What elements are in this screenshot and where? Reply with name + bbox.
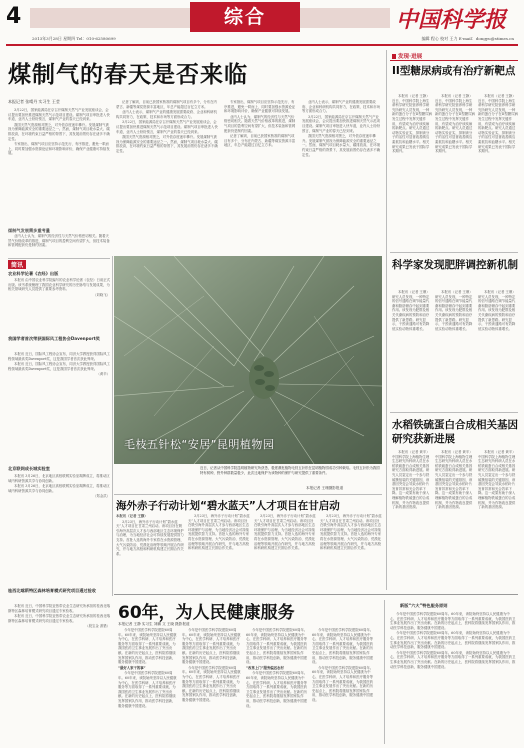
bottom-body-3b: 今年是中国医学科学院建院60周年。60年来，该院始终坚持以人民健康为中心，在医学科研、人才培养和医疗服务等方面取得了一系列重要成就，为我国医药卫生事业发展作出了突出贡献。在新的历史起点上，医科院将继续发挥国家队作用，推动医学科技创新，服务健康中国建设。 <box>246 671 308 708</box>
brief-3-tag: （郑金武） <box>93 494 110 499</box>
right-tag-text: 发现·进展 <box>398 54 423 60</box>
brief-3-title: 北京联网成长城实验室 <box>8 466 50 471</box>
right-story2-body: 本报讯（记者 王珊）研究人员发现，一种特定的信号通路在调节能量代谢和脂肪储存中起到重要作用。该发现为肥胖及相关代谢疾病的预防和治疗提供了新思路。研究显示，干预该通路可有效降低实验动物体重增长。 <box>392 290 430 331</box>
main-para-5: 记者了解到，目前已获国家核准的煤制气项目有多个，分布在内蒙古、新疆等煤炭资源丰富地区，年总产能超过百亿立方米。 <box>116 100 217 109</box>
main-para-1: 3月22日，国家能源局在京召开煤制天然气产业发展座谈会，会议提出要加快推进煤制天然气示范项目建设。煤制气项目审批进入快车道，业内人士纷纷预言，煤制气产业的春天已经到来。 <box>8 108 110 122</box>
bottom-col-4 <box>312 628 374 744</box>
mid-body-3: 3月23日，海外赤子行动计划“碧水蓝天”人才项目在甘肃兰州启动。该项目旨在吸引海外高层次人才参与西部地区生态环境保护与治理，为当地经济社会可持续发展提供智力支持。首批入选的海外专家将在水资源管理、大气污染防治、荒漠化治理等领域开展合作研究，并与地方高校和科研机构建立长期合作关系。 <box>254 514 316 551</box>
mid-body-2: 3月23日，海外赤子行动计划“碧水蓝天”人才项目在甘肃兰州启动。该项目旨在吸引海外高层次人才参与西部地区生态环境保护与治理，为当地经济社会可持续发展提供智力支持。首批入选的海外专家将在水资源管理、大气污染防治、荒漠化治理等领域开展合作研究，并与地方高校和科研机构建立长期合作关系。 <box>188 514 250 551</box>
main-para-2b: 我国天然气资源相对匮乏，对外依存度逐年攀升。发展煤制气被视为保障能源安全的重要途径之一。然而，煤制气项目耗水量大、碳排放高，在环境约束日益严格的背景下，其发展前景仍存在诸多不确定性。 <box>116 135 218 153</box>
main-para-1b: 3月22日，国家能源局在京召开煤制天然气产业发展座谈会，会议提出要加快推进煤制天然气示范项目建设。煤制气项目审批进入快车道，业内人士纷纷预言，煤制气产业的春天已经到来。 <box>116 120 218 134</box>
bottom-sidebar-body: 今年是中国医学科学院建院60周年。60年来，该院始终坚持以人民健康为中心，在医学科研、人才培养和医疗服务等方面取得了一系列重要成就，为我国医药卫生事业发展作出了突出贡献。在新的历史起点上，医科院将继续发挥国家队作用，推动医学科技创新，服务健康中国建设。 <box>390 612 516 630</box>
main-para-3: 专家指出，煤制气项目应坚持示范先行、有序推进，避免一哄而上，同时要加强水资源论证和环境影响评价，确保产业健康可持续发展。 <box>8 142 110 156</box>
main-para-5b: 记者了解到，目前已获国家核准的煤制气项目有多个，分布在内蒙古、新疆等煤炭资源丰富地区，年总产能超过百亿立方米。 <box>224 134 296 148</box>
mid-col-4 <box>320 514 382 592</box>
right-story1-body-c: 本报讯（记者 王静）近日，中国科学院上海生命科学研究院营养科学研究所研究人员发现，一种新的蛋白分子在II型糖尿病发生过程中发挥关键作用，有望成为治疗该疾病的新靶点。研究人员通过动物实验证实，抑制该分子的活性可显著改善胰岛素抵抗和血糖水平。相关研究成果已发表于国际学术期刊。 <box>478 94 518 154</box>
main-para-2c: 我国天然气资源相对匮乏，对外依存度逐年攀升。发展煤制气被视为保障能源安全的重要途径之一。然而，煤制气项目耗水量大、碳排放高，在环境约束日益严格的背景下，其发展前景仍存在诸多不确定性。 <box>302 134 380 157</box>
header-band-right <box>300 8 390 28</box>
right-story3-headline: 水稻铁硫蛋白合成相关基因研究获新进展 <box>392 419 518 445</box>
brief-3-text <box>8 474 110 584</box>
brief-1-text <box>8 278 110 326</box>
header-rule <box>6 44 518 46</box>
brief-4-text <box>8 604 110 742</box>
main-col-1 <box>8 108 110 226</box>
header-band <box>30 8 190 28</box>
right-story1-headline: II型糖尿病或有治疗新靶点 <box>392 65 516 77</box>
bottom-body-4: 今年是中国医学科学院建院60周年。60年来，该院始终坚持以人民健康为中心，在医学科研、人才培养和医疗服务等方面取得了一系列重要成就，为我国医药卫生事业发展作出了突出贡献。在新的历史起点上，医科院将继续发挥国家队作用，推动医学科技创新，服务健康中国建设。 <box>312 628 374 665</box>
bottom-body-2: 今年是中国医学科学院建院60周年。60年来，该院始终坚持以人民健康为中心，在医学科研、人才培养和医疗服务等方面取得了一系列重要成就，为我国医药卫生事业发展作出了突出贡献。在新的历史起点上，医科院将继续发挥国家队作用，推动医学科技创新，服务健康中国建设。 <box>182 628 241 665</box>
bottom-sub-1: “最好人家干的事” <box>118 665 146 670</box>
right-rule-3 <box>390 412 518 413</box>
main-para-2: 我国天然气资源相对匮乏，对外依存度逐年攀升。发展煤制气被视为保障能源安全的重要途径之一。然而，煤制气项目耗水量大、碳排放高，在环境约束日益严格的背景下，其发展前景仍存在诸多不确定性。 <box>8 122 110 141</box>
bottom-headline: 60年，为人民健康服务 <box>118 603 295 623</box>
right-tag <box>392 52 422 60</box>
bottom-body-1b: 今年是中国医学科学院建院60周年。60年来，该院始终坚持以人民健康为中心，在医学科研、人才培养和医疗服务等方面取得了一系列重要成就，为我国医药卫生事业发展作出了突出贡献。在新的历史起点上，医科院将继续发挥国家队作用，推动医学科技创新，服务健康中国建设。 <box>118 671 177 708</box>
bottom-divider <box>384 600 385 744</box>
mid-body-1: 3月23日，海外赤子行动计划“碧水蓝天”人才项目在甘肃兰州启动。该项目旨在吸引海外高层次人才参与西部地区生态环境保护与治理，为当地经济社会可持续发展提供智力支持。首批入选的海外专家将在水资源管理、大气污染防治、荒漠化治理等领域开展合作研究，并与地方高校和科研机构建立长期合作关系。 <box>116 519 184 556</box>
brief-4-body-b: 本报讯 近日，中国科学院亚热带农业生态研究所承担的桂西北喀斯特区森林培育模式研究项目通过专家验收。 <box>8 614 110 623</box>
bottom-sidebar-body-b: 今年是中国医学科学院建院60周年。60年来，该院始终坚持以人民健康为中心，在医学科研、人才培养和医疗服务等方面取得了一系列重要成就，为我国医药卫生事业发展作出了突出贡献。在新的历史起点上，医科院将继续发挥国家队作用，推动医学科技创新，服务健康中国建设。 <box>390 631 516 650</box>
main-col-2 <box>116 100 218 250</box>
section-title <box>190 2 300 32</box>
brief-3-body-b: 本报讯 3月26日，北京地区高校联网实验室揭牌成立，将推动区域内科研资源共享与协同创新。 <box>8 484 110 493</box>
right-story1-body-b: 本报讯（记者 王静）近日，中国科学院上海生命科学研究院营养科学研究所研究人员发现，一种新的蛋白分子在II型糖尿病发生过程中发挥关键作用，有望成为治疗该疾病的新靶点。研究人员通过动物实验证实，抑制该分子的活性可显著改善胰岛素抵抗和血糖水平。相关研究成果已发表于国际学术期刊。 <box>435 94 475 154</box>
mid-body-4: 3月23日，海外赤子行动计划“碧水蓝天”人才项目在甘肃兰州启动。该项目旨在吸引海外高层次人才参与西部地区生态环境保护与治理，为当地经济社会可持续发展提供智力支持。首批入选的海外专家将在水资源管理、大气污染防治、荒漠化治理等领域开展合作研究，并与地方高校和科研机构建立长期合作关系。 <box>320 514 382 551</box>
bottom-col-3 <box>246 628 308 744</box>
right-tag-marker <box>392 54 396 59</box>
bottom-sub-2: “改革上门”服务偏远农村 <box>246 665 284 670</box>
right-story3-body: 本报讯（记者 黄辛）中国科学院上海植物生理生态研究所科研人员在水稻铁硫蛋白合成相关基因研究方面取得新进展。研究人员鉴定出一个参与铁硫簇组装的关键基因，该基因突变会导致水稻叶片发育异常和光合效率下降。这一成果有助于深入理解植物铁硫蛋白的合成机制，并为作物改良提供了新的基因资源。 <box>392 450 430 510</box>
mid-col-1 <box>116 514 184 592</box>
bottom-sidebar-title: 新版“六大”特色服务原则 <box>400 603 448 608</box>
mid-col-3 <box>254 514 316 592</box>
brief-2-tag: （黄辛） <box>96 372 110 377</box>
pine-photo-svg <box>114 256 382 464</box>
bottom-sidebar <box>390 612 516 744</box>
bottom-body-3: 今年是中国医学科学院建院60周年。60年来，该院始终坚持以人民健康为中心，在医学科研、人才培养和医疗服务等方面取得了一系列重要成就，为我国医药卫生事业发展作出了突出贡献。在新的历史起点上，医科院将继续发挥国家队作用，推动医学科技创新，服务健康中国建设。 <box>246 628 308 665</box>
main-para-1c: 3月22日，国家能源局在京召开煤制天然气产业发展座谈会，会议提出要加快推进煤制天然气示范项目建设。煤制气项目审批进入快车道，业内人士纷纷预言，煤制气产业的春天已经到来。 <box>302 114 380 133</box>
briefs-title-text: 简讯 <box>11 262 24 269</box>
main-para-4: 业内人士认为，煤制气的经济性与天然气价格密切相关。随着天然气价格改革的推进，煤制气项目的盈利空间有望扩大，但技术装备和管网配套仍是制约因素。 <box>8 234 110 248</box>
bottom-sidebar-body-c: 今年是中国医学科学院建院60周年。60年来，该院始终坚持以人民健康为中心，在医学科研、人才培养和医疗服务等方面取得了一系列重要成就，为我国医药卫生事业发展作出了突出贡献。在新的历史起点上，医科院将继续发挥国家队作用，推动医学科技创新，服务健康中国建设。 <box>390 650 516 669</box>
brief-2-title: 我国学者首次荣获国际风工程协会Davenport奖 <box>8 336 100 341</box>
right-story2-text <box>392 290 518 408</box>
bottom-rule <box>114 594 518 595</box>
brief-1-tag: （刘晓飞） <box>93 292 110 297</box>
right-story3-text <box>392 450 518 588</box>
mid-rule <box>114 494 382 495</box>
bottom-lead: 本报记者 王静 实习生 刘鹏 文 王晓 摄影报道 <box>118 622 190 626</box>
right-story2-body-b: 本报讯（记者 王珊）研究人员发现，一种特定的信号通路在调节能量代谢和脂肪储存中起到重要作用。该发现为肥胖及相关代谢疾病的预防和治疗提供了新思路。研究显示，干预该通路可有效降低实验动物体重增长。 <box>435 290 473 331</box>
mid-col-2 <box>188 514 250 592</box>
brief-3-body: 本报讯 3月26日，北京地区高校联网实验室揭牌成立，将推动区域内科研资源共享与协同创新。 <box>8 474 110 483</box>
section-label: 综合 <box>223 6 266 28</box>
brief-2-body-b: 本报讯 近日，国际风工程协会宣布，同济大学教授获得国际风工程领域最高奖Davenport奖，这是我国学者首次获此殊荣。 <box>8 362 110 371</box>
right-story2-body-c: 本报讯（记者 王珊）研究人员发现，一种特定的信号通路在调节能量代谢和脂肪储存中起到重要作用。该发现为肥胖及相关代谢疾病的预防和治疗提供了新思路。研究显示，干预该通路可有效降低实验动物体重增长。 <box>478 290 516 331</box>
brief-1-title: 农业科学论著《农经》出版 <box>8 271 59 276</box>
editor-line: 编辑 程心 校对 王力 E-mail：dongyu@stimes.cn <box>421 36 514 41</box>
right-story3-body-b: 本报讯（记者 黄辛）中国科学院上海植物生理生态研究所科研人员在水稻铁硫蛋白合成相关基因研究方面取得新进展。研究人员鉴定出一个参与铁硫簇组装的关键基因，该基因突变会导致水稻叶片发育异常和光合效率下降。这一成果有助于深入理解植物铁硫蛋白的合成机制，并为作物改良提供了新的基因资源。 <box>435 450 473 510</box>
brief-4-title: 桂西北喀斯特区森林培育模式研究项目通过验收 <box>8 588 96 593</box>
mid-byline: 本报讯（记者 王静） <box>116 514 148 518</box>
main-para-6b: 业内人士表示，煤制气产业的健康发展需要政府、企业和科研机构共同努力，在政策、技术和市场等方面形成合力。 <box>302 100 380 114</box>
col-divider-right <box>386 50 387 590</box>
photo-caption-text <box>200 466 380 484</box>
briefs-title <box>8 260 26 269</box>
briefs-rule-top <box>8 258 110 259</box>
main-headline: 煤制气的春天是否来临 <box>8 62 248 88</box>
photo-credit: 本报记者 王珊摄影报道 <box>306 486 344 490</box>
main-byline: 本报记者 张晴丹 实习生 王莹 <box>8 99 60 104</box>
brief-4-tag: （段宝金 游猎） <box>85 624 110 629</box>
mid-headline: 海外赤子行动计划“碧水蓝天”人才项目在甘启动 <box>116 500 340 512</box>
right-tag-rule <box>390 60 518 61</box>
brief-2-body: 本报讯 近日，国际风工程协会宣布，同济大学教授获得国际风工程领域最高奖Davenport奖，这是我国学者首次获此殊荣。 <box>8 352 110 361</box>
photo-caption-body: 近日，记者从中国科学院昆明植物研究所获悉，极度濒危植物毛枝五针松在昆明植物园成功引种栽培。毛枝五针松为我国特有树种，野外种群数量极少，此次迁地保护为该物种的保护与研究提供了重要条件。 <box>200 466 380 475</box>
right-story1-body: 本报讯（记者 王静）近日，中国科学院上海生命科学研究院营养科学研究所研究人员发现，一种新的蛋白分子在II型糖尿病发生过程中发挥关键作用，有望成为治疗该疾病的新靶点。研究人员通过动物实验证实，抑制该分子的活性可显著改善胰岛素抵抗和血糖水平。相关研究成果已发表于国际学术期刊。 <box>392 94 432 154</box>
main-col-heading: 煤制气发展需多重考量 <box>8 228 50 233</box>
bottom-col-2 <box>182 628 242 744</box>
pine-tree-photo <box>114 256 382 464</box>
brief-4-body: 本报讯 近日，中国科学院亚热带农业生态研究所承担的桂西北喀斯特区森林培育模式研究项目通过专家验收。 <box>8 604 110 613</box>
brief-2-text <box>8 352 110 462</box>
bottom-body-1: 今年是中国医学科学院建院60周年。60年来，该院始终坚持以人民健康为中心，在医学科研、人才培养和医疗服务等方面取得了一系列重要成就，为我国医药卫生事业发展作出了突出贡献。在新的历史起点上，医科院将继续发挥国家队作用，推动医学科技创新，服务健康中国建设。 <box>118 628 177 665</box>
main-col-4 <box>302 100 380 250</box>
page-number: 4 <box>6 4 22 29</box>
masthead-logo: 中国科学报 <box>395 7 506 33</box>
main-col-3 <box>224 100 296 250</box>
right-rule-2 <box>390 252 518 253</box>
main-para-6: 业内人士表示，煤制气产业的健康发展需要政府、企业和科研机构共同努力，在政策、技术和市场等方面形成合力。 <box>116 110 217 119</box>
brief-1-body: 本报讯 由中国农业科学院编写的农业科学论著《农经》日前正式出版。该书系统梳理了我国农业科学研究的历史脉络与发展成果，为相关领域研究人员提供了重要参考资料。 <box>8 278 110 292</box>
right-story2-headline: 科学家发现肥胖调控新机制 <box>392 259 518 271</box>
main-col-1b <box>8 234 110 254</box>
bottom-body-4b: 今年是中国医学科学院建院60周年。60年来，该院始终坚持以人民健康为中心，在医学科研、人才培养和医疗服务等方面取得了一系列重要成就，为我国医药卫生事业发展作出了突出贡献。在新的历史起点上，医科院将继续发挥国家队作用，推动医学科技创新，服务健康中国建设。 <box>312 665 374 702</box>
date-line: 2013年3月28日 星期四 Tel：010-62580699 <box>32 36 116 41</box>
right-story1-text <box>392 94 518 248</box>
photo-caption-big: 毛枝五针松“安居”昆明植物园 <box>124 438 275 451</box>
bottom-col-1 <box>118 628 178 744</box>
right-story3-body-c: 本报讯（记者 黄辛）中国科学院上海植物生理生态研究所科研人员在水稻铁硫蛋白合成相关基因研究方面取得新进展。研究人员鉴定出一个参与铁硫簇组装的关键基因，该基因突变会导致水稻叶片发育异常和光合效率下降。这一成果有助于深入理解植物铁硫蛋白的合成机制，并为作物改良提供了新的基因资源。 <box>478 450 516 510</box>
main-para-4b: 业内人士认为，煤制气的经济性与天然气价格密切相关。随着天然气价格改革的推进，煤制气项目的盈利空间有望扩大，但技术装备和管网配套仍是制约因素。 <box>224 114 296 133</box>
col-divider-left <box>112 256 113 596</box>
bottom-body-2b: 今年是中国医学科学院建院60周年。60年来，该院始终坚持以人民健康为中心，在医学科研、人才培养和医疗服务等方面取得了一系列重要成就，为我国医药卫生事业发展作出了突出贡献。在新的历史起点上，医科院将继续发挥国家队作用，推动医学科技创新，服务健康中国建设。 <box>182 665 241 702</box>
main-para-3b: 专家指出，煤制气项目应坚持示范先行、有序推进，避免一哄而上，同时要加强水资源论证和环境影响评价，确保产业健康可持续发展。 <box>224 100 296 114</box>
